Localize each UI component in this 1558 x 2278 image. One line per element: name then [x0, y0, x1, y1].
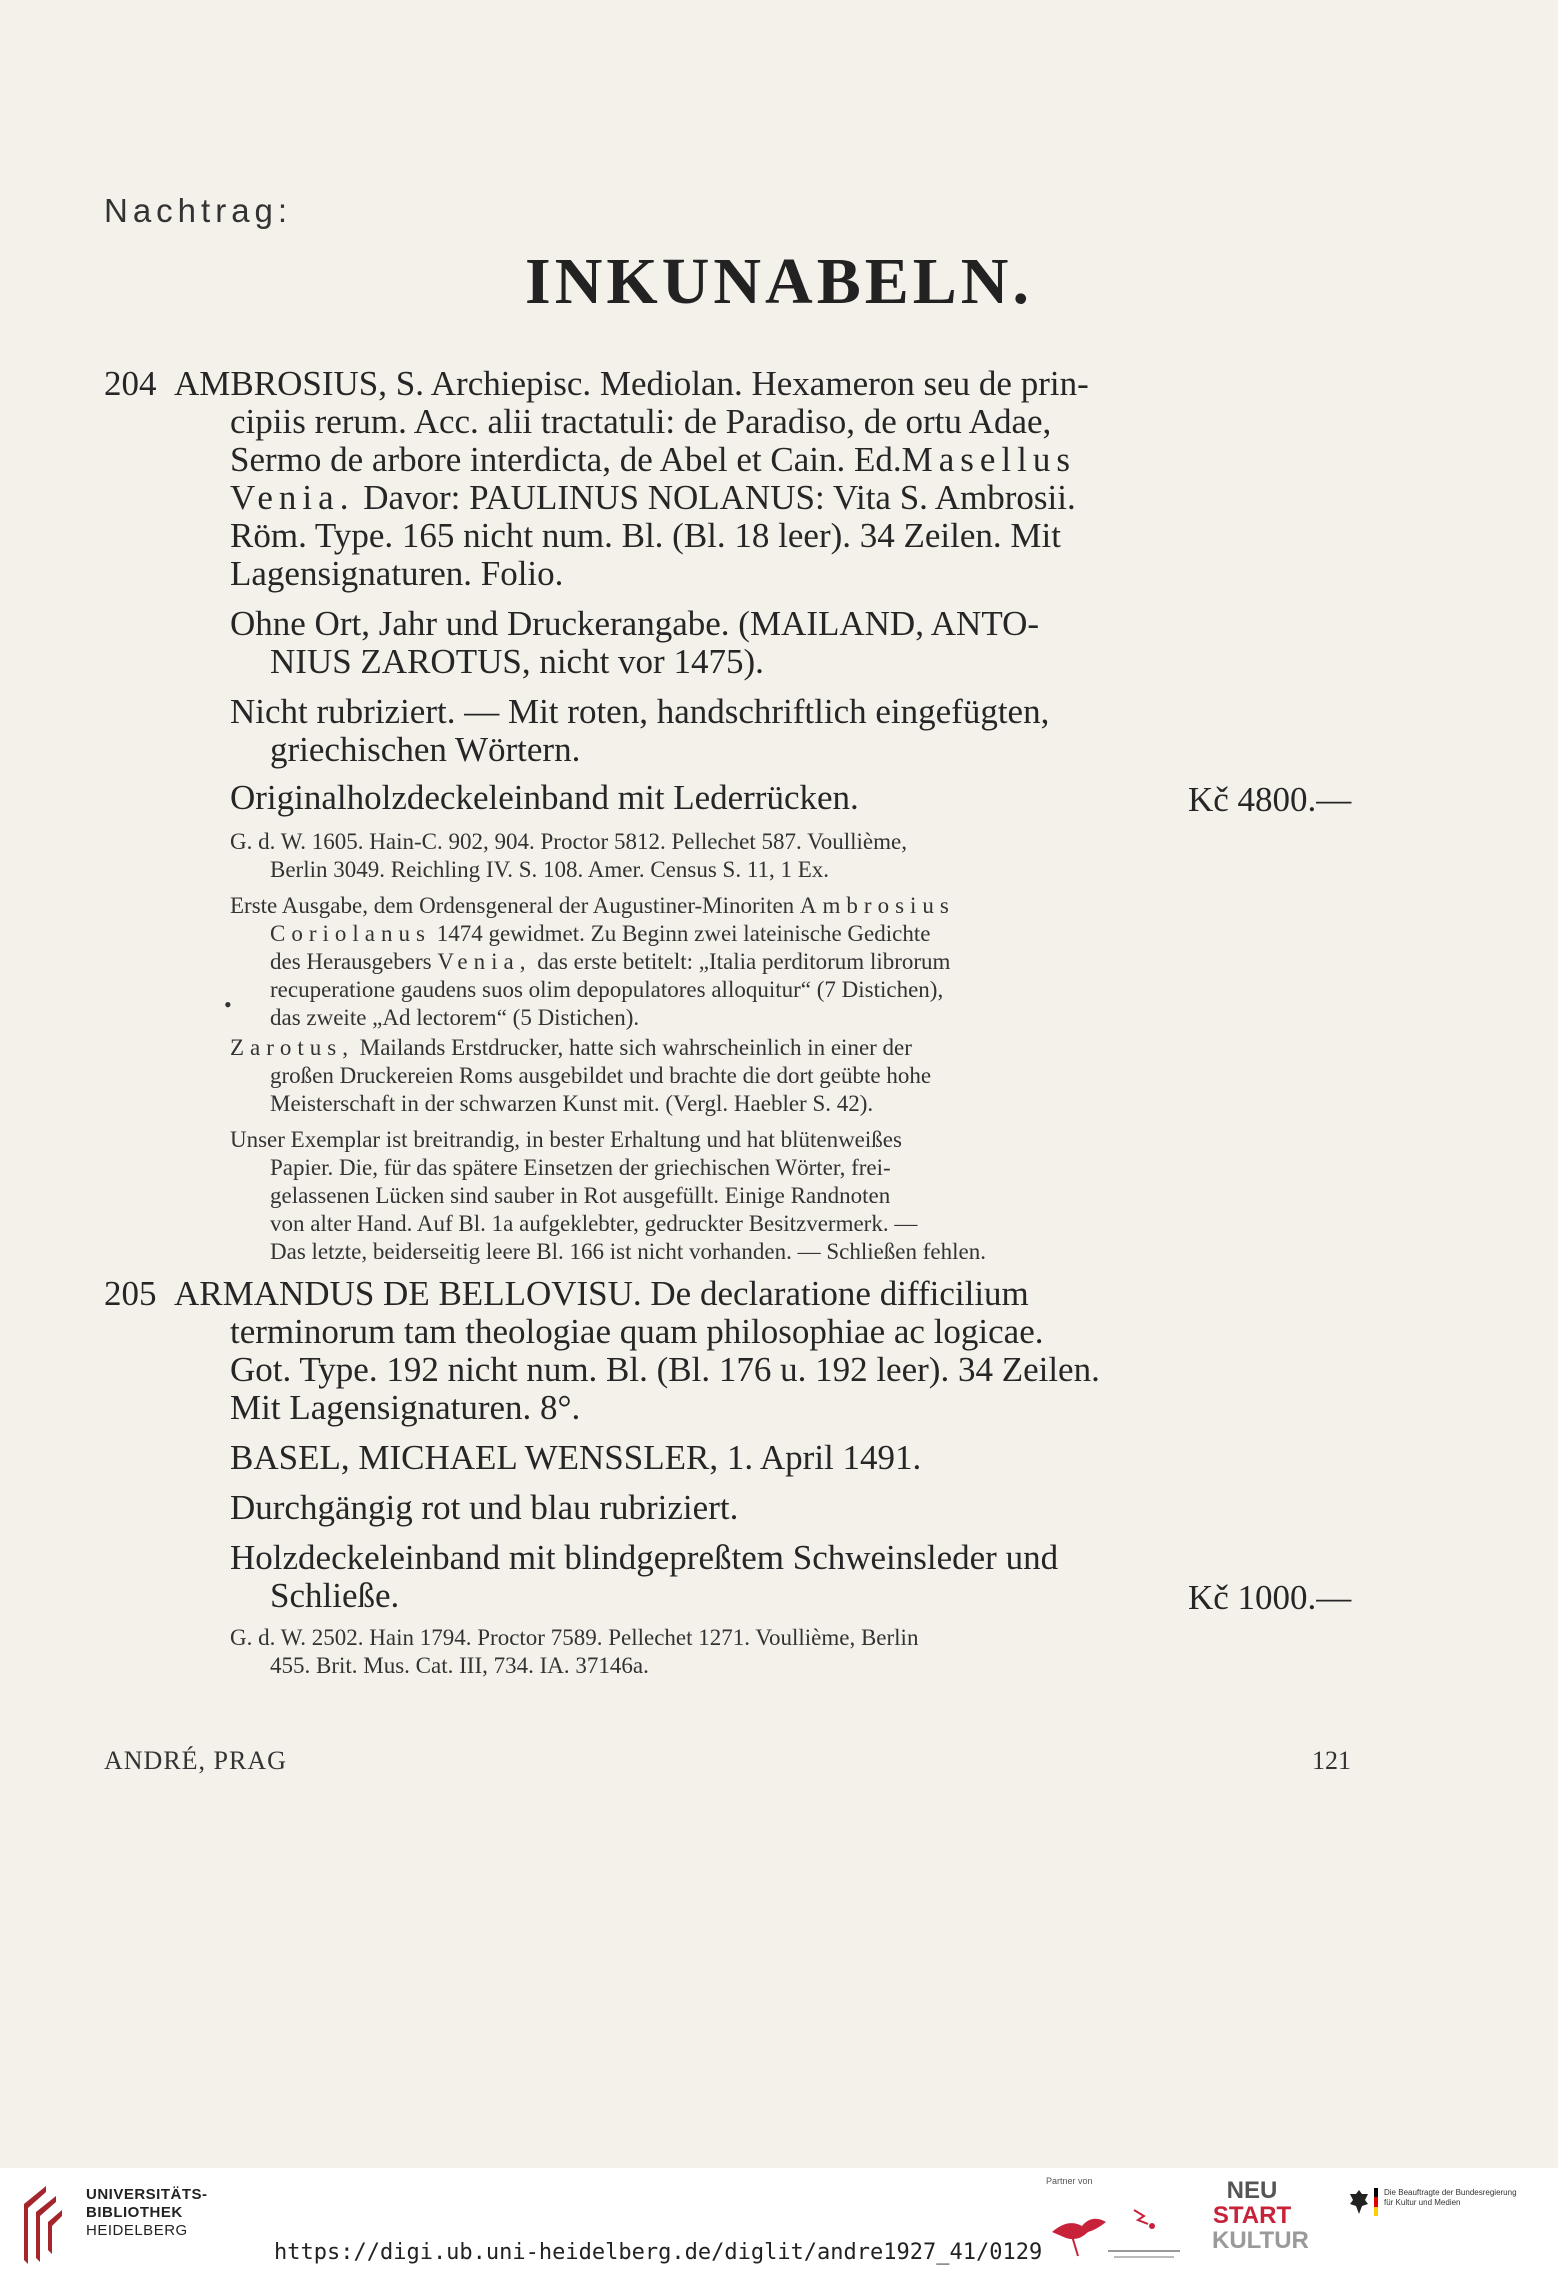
ddb-partner-logo-icon[interactable]: [1048, 2192, 1188, 2264]
note-text: 1474 gewidmet. Zu Beginn zwei lateinische Gedichte: [436, 921, 931, 946]
permalink-url[interactable]: https://digi.ub.uni-heidelberg.de/diglit/andre1927_41/0129: [274, 2240, 1043, 2265]
university-library-logo-icon[interactable]: [16, 2180, 64, 2268]
library-name-line: UNIVERSITÄTS-: [86, 2186, 208, 2203]
german-flag-icon: [1374, 2188, 1378, 2216]
note-line: von alter Hand. Auf Bl. 1a aufgeklebter, gedruckter Besitzvermerk. —: [270, 1211, 918, 1236]
note-line: recuperatione gaudens suos olim depopulatores alloquitur“ (7 Distichen),: [270, 977, 944, 1002]
entry-number: 204: [104, 364, 157, 403]
entry-line: ARMANDUS DE BELLOVISU. De declaratione difficilium: [174, 1274, 1029, 1313]
note-line: das zweite „Ad lectorem“ (5 Distichen).: [270, 1005, 640, 1030]
note-line: gelassenen Lücken sind sauber in Rot ausgefüllt. Einige Randnoten: [270, 1183, 891, 1208]
entry-line: terminorum tam theologiae quam philosophiae ac logicae.: [230, 1312, 1044, 1351]
neustart-kultur-logo[interactable]: [1212, 2177, 1309, 2254]
section-label: Nachtrag:: [104, 192, 293, 229]
library-name-line: HEIDELBERG: [86, 2222, 188, 2239]
imprint-line: NIUS ZAROTUS, nicht vor 1475).: [270, 642, 764, 681]
entry-line: cipiis rerum. Acc. alii tractatuli: de Paradiso, de ortu Adae,: [230, 402, 1052, 441]
description-line: Durchgängig rot und blau rubriziert.: [230, 1488, 739, 1527]
binding-line: Schließe.: [270, 1576, 400, 1615]
note-line: [230, 1036, 912, 1059]
partner-label: Partner von: [1046, 2176, 1093, 2186]
note-text: Erste Ausgabe, dem Ordensgeneral der Augustiner-Minoriten: [230, 893, 795, 918]
reference-line: G. d. W. 2502. Hain 1794. Proctor 7589. Pellechet 1271. Voullième, Berlin: [230, 1625, 919, 1650]
person-name: Zarotus,: [230, 1035, 355, 1060]
reference-line: 455. Brit. Mus. Cat. III, 734. IA. 37146a.: [270, 1653, 649, 1678]
note-line: [270, 922, 930, 945]
federal-eagle-icon[interactable]: [1348, 2188, 1370, 2216]
binding-line: Originalholzdeckeleinband mit Lederrücken.: [230, 778, 859, 817]
entry-number: 205: [104, 1274, 157, 1313]
bkm-label[interactable]: [1384, 2188, 1517, 2208]
editor-name: Masellus: [901, 440, 1076, 479]
note-line: großen Druckereien Roms ausgebildet und brachte die dort geübte hohe: [270, 1063, 932, 1088]
description-line: Nicht rubriziert. — Mit roten, handschriftlich eingefügten,: [230, 692, 1050, 731]
reference-line: G. d. W. 1605. Hain-C. 902, 904. Proctor 5812. Pellechet 587. Voullième,: [230, 829, 907, 854]
price: Kč 1000.—: [1188, 1578, 1352, 1617]
entry-line: Röm. Type. 165 nicht num. Bl. (Bl. 18 leer). 34 Zeilen. Mit: [230, 516, 1061, 555]
library-name-line: BIBLIOTHEK: [86, 2204, 183, 2221]
price: Kč 4800.—: [1188, 780, 1352, 819]
person-name: Coriolanus: [270, 921, 431, 946]
entry-line: Mit Lagensignaturen. 8°.: [230, 1388, 581, 1427]
note-line: Meisterschaft in der schwarzen Kunst mit. (Vergl. Haebler S. 42).: [270, 1091, 874, 1116]
entry-line: AMBROSIUS, S. Archiepisc. Mediolan. Hexameron seu de prin-: [174, 364, 1089, 403]
note-text: Mailands Erstdrucker, hatte sich wahrscheinlich in einer der: [359, 1035, 912, 1060]
logo-text: KULTUR: [1212, 2227, 1309, 2254]
note-line: Papier. Die, für das spätere Einsetzen der griechischen Wörter, frei-: [270, 1155, 891, 1180]
page-title: INKUNABELN.: [525, 245, 1033, 318]
note-line: [270, 950, 950, 973]
university-library-name[interactable]: [86, 2186, 208, 2240]
library-banner: [0, 2168, 1558, 2278]
entry-line: [230, 442, 1076, 477]
person-name: Venia,: [437, 949, 532, 974]
page-number: 121: [1312, 1746, 1351, 1775]
entry-text: Sermo de arbore interdicta, de Abel et Cain. Ed.: [230, 440, 902, 479]
entry-line: Got. Type. 192 nicht num. Bl. (Bl. 176 u. 192 leer). 34 Zeilen.: [230, 1350, 1100, 1389]
bkm-line: Die Beauftragte der Bundesregierung: [1384, 2188, 1517, 2197]
imprint-line: BASEL, MICHAEL WENSSLER, 1. April 1491.: [230, 1438, 922, 1477]
binding-line: Holzdeckeleinband mit blindgepreßtem Schweinsleder und: [230, 1538, 1059, 1577]
description-line: griechischen Wörtern.: [270, 730, 581, 769]
note-text: des Herausgebers: [270, 949, 432, 974]
note-line: Das letzte, beiderseitig leere Bl. 166 ist nicht vorhanden. — Schließen fehlen.: [270, 1239, 986, 1264]
reference-line: Berlin 3049. Reichling IV. S. 108. Amer. Census S. 11, 1 Ex.: [270, 857, 830, 882]
entry-text: Davor: PAULINUS NOLANUS: Vita S. Ambrosii.: [363, 478, 1076, 517]
logo-text: NEU: [1226, 2177, 1278, 2204]
note-line: [230, 894, 955, 917]
note-line: Unser Exemplar ist breitrandig, in bester Erhaltung und hat blütenweißes: [230, 1127, 902, 1152]
note-text: das erste betitelt: „Italia perditorum librorum: [537, 949, 951, 974]
margin-mark: •: [224, 992, 232, 1017]
logo-text: START: [1212, 2202, 1292, 2229]
publisher-footer: ANDRÉ, PRAG: [104, 1746, 287, 1775]
bkm-line: für Kultur und Medien: [1384, 2198, 1461, 2207]
entry-line: Lagensignaturen. Folio.: [230, 554, 564, 593]
person-name: Ambrosius: [799, 893, 955, 918]
editor-name: Venia.: [230, 478, 355, 517]
entry-line: [230, 480, 1076, 515]
imprint-line: Ohne Ort, Jahr und Druckerangabe. (MAILAND, ANTO-: [230, 604, 1039, 643]
